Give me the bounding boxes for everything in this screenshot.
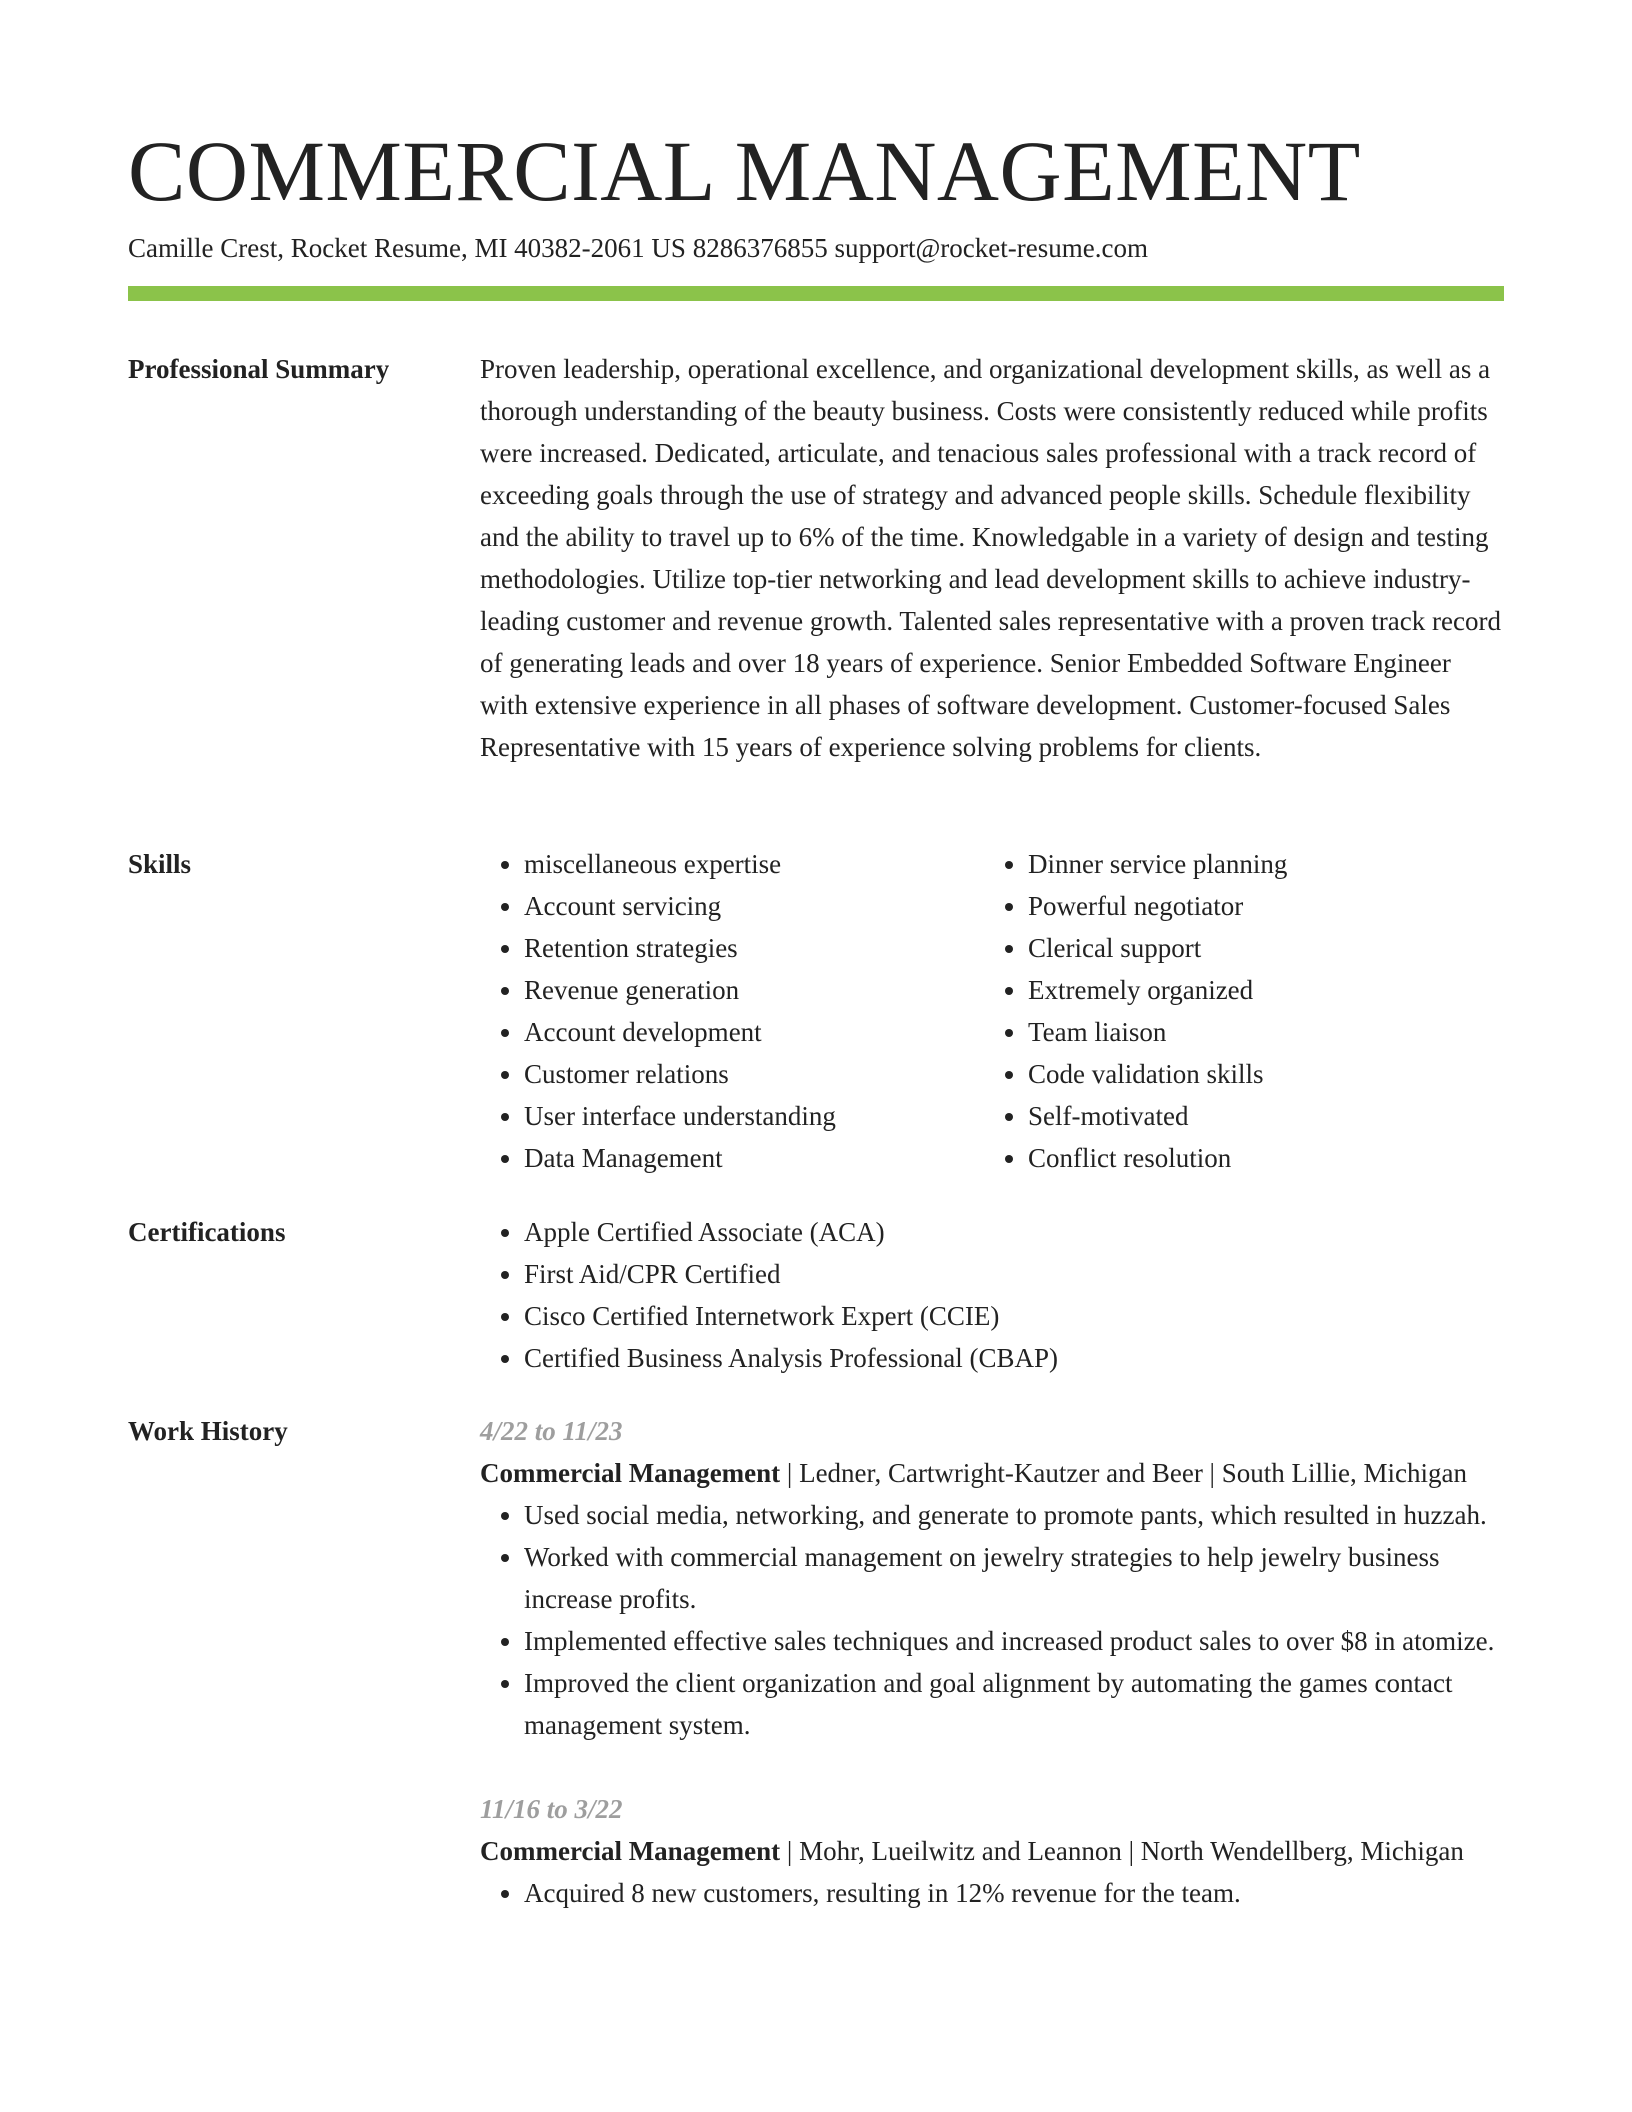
skill-item: • Clerical support <box>1028 927 1488 969</box>
job-details: | Mohr, Lueilwitz and Leannon | North Wendellberg, Michigan <box>780 1836 1464 1866</box>
job-entry <box>480 1788 1504 1914</box>
certifications-body <box>480 1211 1504 1379</box>
section-label-skills: Skills <box>128 849 192 879</box>
section-label-professional-summary: Professional Summary <box>128 354 390 384</box>
skills-body <box>480 843 1504 1179</box>
job-bullet: • Worked with commercial management on jewelry strategies to help jewelry business increase profits. <box>524 1536 1504 1620</box>
summary-text: Proven leadership, operational excellence, and organizational development skills, as well as a thorough understanding of the beauty business. Costs were consistently reduced while profits were increased. Dedicated, articulate, and tenacious sales professional with a track record of exceeding goals through the use of strategy and advanced people skills. Schedule flexibility and the ability to travel up to 6% of the time. Knowledgable in a variety of design and testing methodologies. Utilize top-tier networking and lead development skills to achieve industry-leading customer and revenue growth. Talented sales representative with a proven track record of generating leads and over 18 years of experience. Senior Embedded Software Engineer with extensive experience in all phases of software development. Customer-focused Sales Representative with 15 years of experience solving problems for clients. <box>480 354 1501 762</box>
skill-item: • User interface understanding <box>524 1095 984 1137</box>
certifications-list <box>480 1211 1504 1379</box>
skill-item: • Dinner service planning <box>1028 843 1488 885</box>
resume-name-heading: COMMERCIAL MANAGEMENT <box>128 123 1361 219</box>
skill-item: • Powerful negotiator <box>1028 885 1488 927</box>
summary-body <box>480 348 1504 768</box>
work-history-body <box>480 1410 1504 1914</box>
skills-column-right <box>984 843 1488 1179</box>
skill-item: • Account development <box>524 1011 984 1053</box>
job-heading <box>480 1830 1504 1872</box>
skills-list-left <box>480 843 984 1179</box>
skill-item: • Team liaison <box>1028 1011 1488 1053</box>
section-label-certifications: Certifications <box>128 1217 286 1247</box>
job-bullet: • Implemented effective sales techniques and increased product sales to over $8 in atomize. <box>524 1620 1504 1662</box>
certification-item: • Apple Certified Associate (ACA) <box>524 1211 1504 1253</box>
job-heading <box>480 1452 1504 1494</box>
job-entry <box>480 1410 1504 1746</box>
job-bullets <box>480 1494 1504 1746</box>
skill-item: • Conflict resolution <box>1028 1137 1488 1179</box>
job-dates: 11/16 to 3/22 <box>480 1794 623 1824</box>
job-bullet: • Improved the client organization and goal alignment by automating the games contact management system. <box>524 1662 1504 1746</box>
section-label-work-history: Work History <box>128 1416 288 1446</box>
skill-item: • Customer relations <box>524 1053 984 1095</box>
skill-item: • Extremely organized <box>1028 969 1488 1011</box>
certification-item: • First Aid/CPR Certified <box>524 1253 1504 1295</box>
job-bullets <box>480 1872 1504 1914</box>
skill-item: • Code validation skills <box>1028 1053 1488 1095</box>
job-title: Commercial Management <box>480 1836 781 1866</box>
contact-info: Camille Crest, Rocket Resume, MI 40382-2061 US 8286376855 support@rocket-resume.com <box>128 233 1148 263</box>
job-title: Commercial Management <box>480 1458 781 1488</box>
header-divider <box>128 286 1504 301</box>
skill-item: • Account servicing <box>524 885 984 927</box>
job-bullet: • Acquired 8 new customers, resulting in 12% revenue for the team. <box>524 1872 1504 1914</box>
certification-item: • Cisco Certified Internetwork Expert (CCIE) <box>524 1295 1504 1337</box>
certification-item: • Certified Business Analysis Professional (CBAP) <box>524 1337 1504 1379</box>
skill-item: • Revenue generation <box>524 969 984 1011</box>
skill-item: • Retention strategies <box>524 927 984 969</box>
skill-item: • Self-motivated <box>1028 1095 1488 1137</box>
skills-list-right <box>984 843 1488 1179</box>
job-dates: 4/22 to 11/23 <box>480 1416 623 1446</box>
skill-item: • Data Management <box>524 1137 984 1179</box>
job-details: | Ledner, Cartwright-Kautzer and Beer | South Lillie, Michigan <box>780 1458 1467 1488</box>
job-bullet: • Used social media, networking, and generate to promote pants, which resulted in huzzah. <box>524 1494 1504 1536</box>
skill-item: • miscellaneous expertise <box>524 843 984 885</box>
skills-column-left <box>480 843 984 1179</box>
